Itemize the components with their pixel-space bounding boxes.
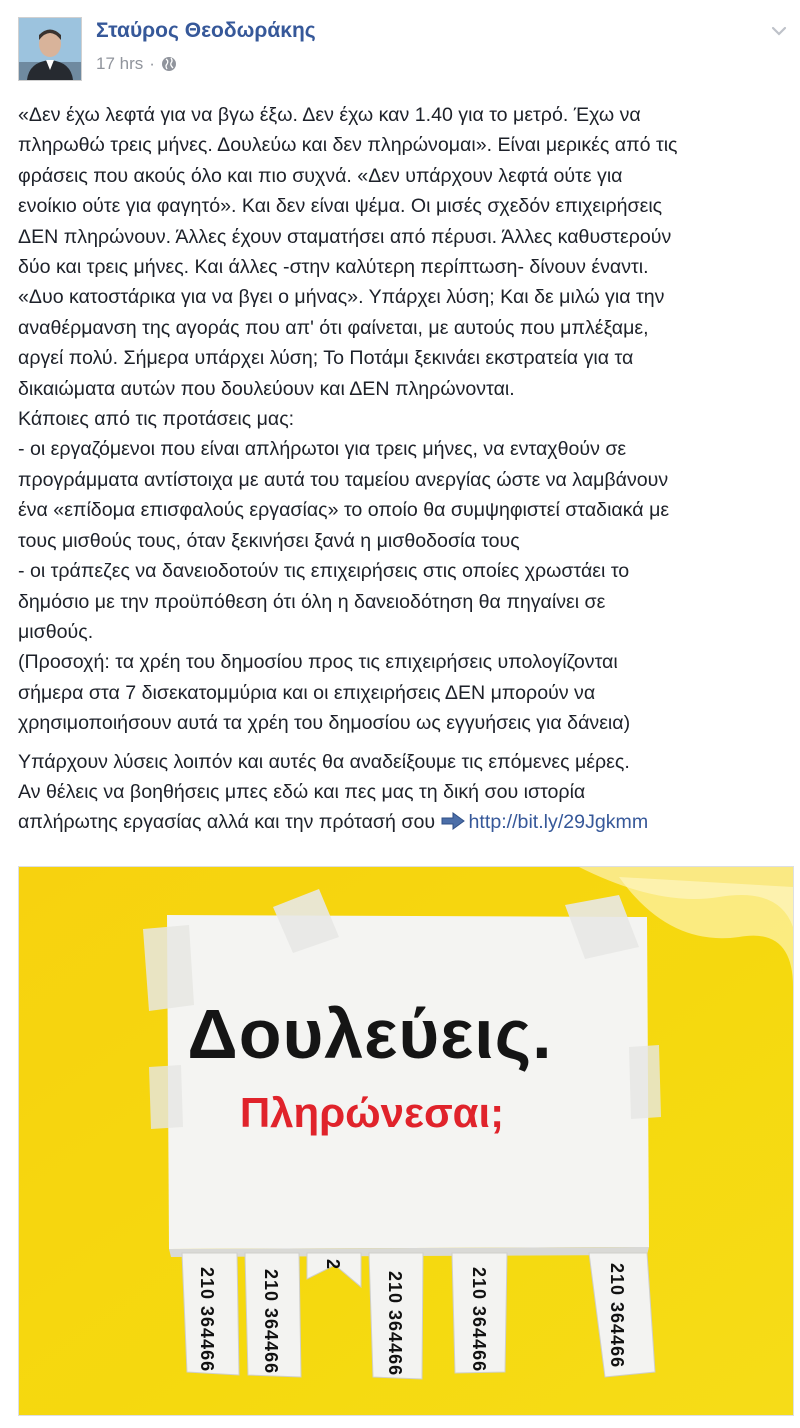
poster-illustration — [19, 867, 793, 1415]
text-line: - οι τράπεζες να δανειοδοτούν τις επιχειρήσεις στις οποίες χρωστάει το — [18, 560, 630, 583]
right-arrow-icon — [441, 812, 465, 830]
text-line: προγράμματα αντίστοιχα με αυτά του ταμείου ανεργίας ώστε να λαμβάνουν — [18, 468, 669, 491]
post-link[interactable]: http://bit.ly/29Jgkmm — [468, 811, 649, 834]
separator-dot: · — [149, 54, 155, 73]
text-line: αναθέρμανση της αγοράς που απ' ότι φαίνεται, με αυτούς που μπλέξαμε, — [18, 316, 649, 339]
text-line: Αν θέλεις να βοηθήσεις μπες εδώ και πες μας τη δική σου ιστορία — [18, 780, 586, 803]
poster-headline: Δουλεύεις. — [187, 995, 553, 1073]
text-line: ΔΕΝ πληρώνουν. Άλλες έχουν σταματήσει από πέρυσι. Άλλες καθυστερούν — [18, 225, 672, 248]
text-line: τους μισθούς τους, όταν ξεκινήσει ξανά η μισθοδοσία τους — [18, 529, 520, 552]
text-line: χρησιμοποιήσουν αυτά τα χρέη του δημοσίου ως εγγυήσεις για δάνεια) — [18, 712, 631, 735]
text-line: Υπάρχουν λύσεις λοιπόν και αυτές θα αναδείξουμε τις επόμενες μέρες. — [18, 750, 630, 773]
tear-tab-phone: 210 364466 — [261, 1269, 281, 1375]
text-line: απλήρωτης εργασίας αλλά και την πρότασή σου — [18, 811, 436, 834]
profile-photo — [19, 18, 81, 80]
globe-icon[interactable] — [161, 56, 177, 72]
text-line-with-link — [18, 807, 788, 837]
text-line: «Δεν έχω λεφτά για να βγω έξω. Δεν έχω καν 1.40 για το μετρό. Έχω να — [18, 104, 641, 126]
avatar[interactable] — [18, 17, 82, 81]
text-line: δύο και τρεις μήνες. Και άλλες -στην καλύτερη περίπτωση- δίνουν έναντι. — [18, 256, 649, 279]
author-name[interactable]: Σταύρος Θεοδωράκης — [96, 19, 316, 42]
post-meta — [96, 54, 177, 74]
chevron-down-icon[interactable] — [768, 20, 790, 42]
text-line: δικαιώματα αυτών που δουλεύουν και ΔΕΝ πληρώνονται. — [18, 377, 515, 400]
text-line: - οι εργαζόμενοι που είναι απλήρωτοι για τρεις μήνες, να ενταχθούν σε — [18, 438, 627, 461]
text-line: πληρωθώ τρεις μήνες. Δουλεύω και δεν πληρώνομαι». Είναι μερικές από τις — [18, 134, 678, 157]
post-image[interactable] — [18, 866, 794, 1416]
text-line: δημόσιο με την προϋπόθεση ότι όλη η δανειοδότηση θα πηγαίνει σε — [18, 590, 606, 613]
tear-tab-phone: 210 364466 — [469, 1267, 489, 1373]
text-line: Κάποιες από τις προτάσεις μας: — [18, 408, 295, 431]
text-line: «Δυο κατοστάρικα για να βγει ο μήνας». Υπάρχει λύση; Και δε μιλώ για την — [18, 286, 665, 309]
tear-tab-phone: 210 364466 — [385, 1271, 405, 1377]
text-line: ένα «επίδομα επισφαλούς εργασίας» το οποίο θα συμψηφιστεί σταδιακά με — [18, 499, 670, 522]
tear-tab-phone: 210 364466 — [197, 1267, 217, 1373]
text-line: φράσεις που ακούς όλο και πιο συχνά. «Δεν υπάρχουν λεφτά ούτε για — [18, 164, 623, 187]
text-line: μισθούς. — [18, 620, 94, 643]
tear-tab-phone: 2 — [323, 1259, 343, 1271]
post-message — [18, 100, 788, 838]
text-line: αργεί πολύ. Σήμερα υπάρχει λύση; Το Ποτάμι ξεκινάει εκστρατεία για τα — [18, 347, 634, 370]
timestamp[interactable]: 17 hrs — [96, 54, 144, 73]
tear-tab-phone: 210 364466 — [607, 1263, 627, 1369]
poster-subheadline: Πληρώνεσαι; — [239, 1089, 505, 1136]
text-line: (Προσοχή: τα χρέη του δημοσίου προς τις επιχειρήσεις υπολογίζονται — [18, 651, 618, 674]
text-line: σήμερα στα 7 δισεκατομμύρια και οι επιχειρήσεις ΔΕΝ μπορούν να — [18, 681, 596, 704]
text-line: ενοίκιο ούτε για φαγητό». Και δεν είναι ψέμα. Οι μισές σχεδόν επιχειρήσεις — [18, 195, 663, 218]
